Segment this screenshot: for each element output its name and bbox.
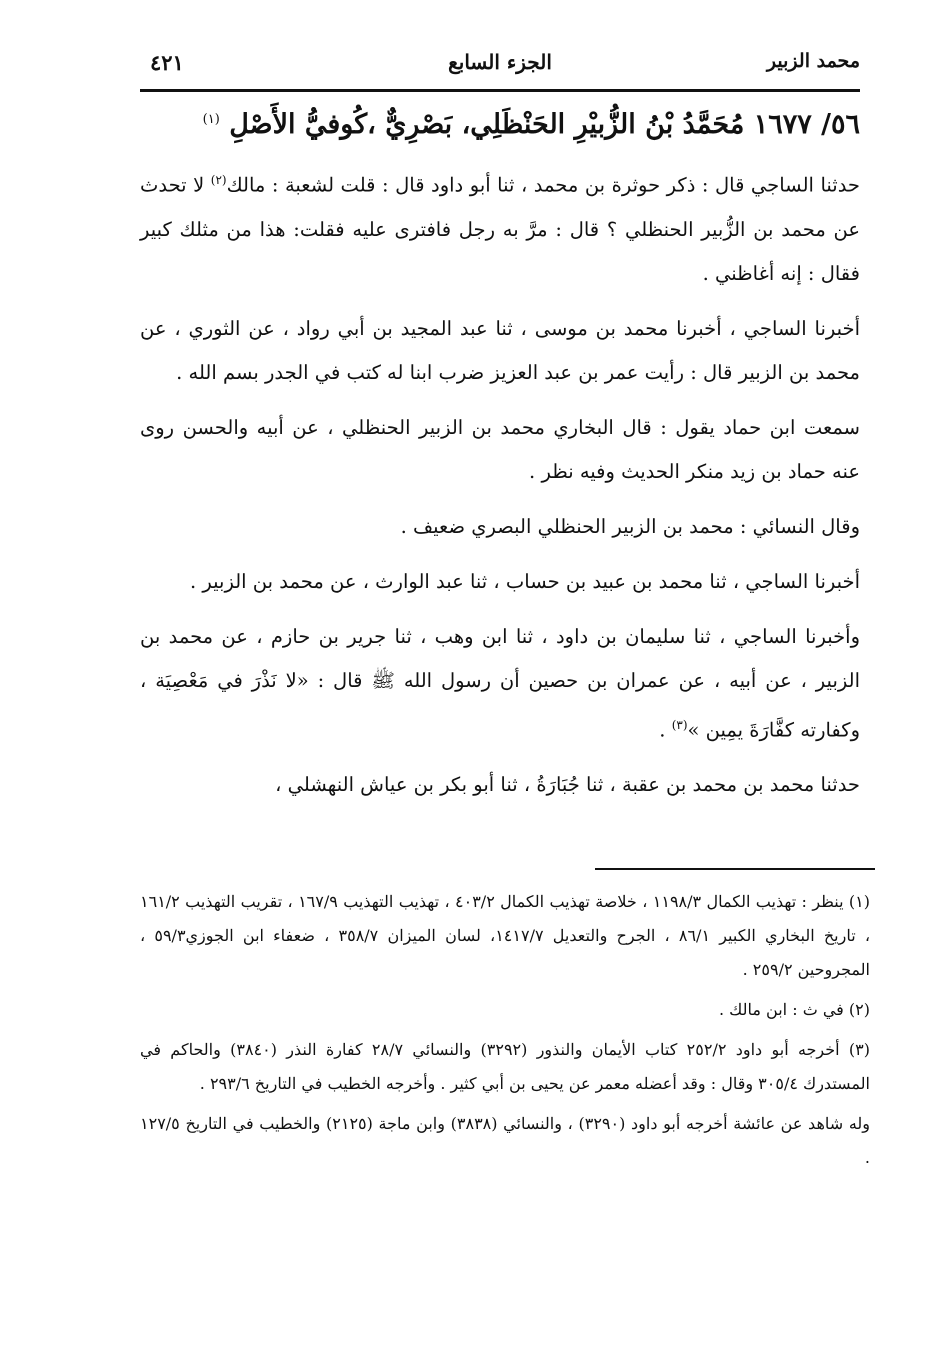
footnote-3-continued: وله شاهد عن عائشة أخرجه أبو داود (٣٢٩٠) ، والنسائي (٣٨٣٨) وابن ماجة (٢١٢٥) والخطيب في التاريخ ١٢٧/٥ . — [140, 1114, 871, 1167]
paragraph-2-text: أخبرنا الساجي ، أخبرنا محمد بن موسى ، ثنا عبد المجيد بن أبي رواد ، عن الثوري ، عن محمد بن الزبير قال : رأيت عمر بن عبد العزيز ضرب ابنا له كتب في الجدر بسم الله . — [140, 316, 860, 384]
paragraph-6-end: . — [659, 718, 672, 741]
header-rule — [140, 89, 860, 92]
entry-body — [140, 158, 860, 818]
paragraph-5-text: أخبرنا الساجي ، ثنا محمد بن عبيد بن حساب ، ثنا عبد الوارث ، عن محمد بن الزبير . — [190, 569, 860, 593]
entry-title-text: ٥٦/ ١٦٧٧ مُحَمَّدُ بْنُ الزُّبيْرِ الحَنْظَلِي، بَصْرِيٌّ ،كُوفيُّ الأَصْلِ — [229, 109, 860, 140]
footnote-ref-2: (٢) — [210, 173, 227, 187]
paragraph-1-text: حدثنا الساجي قال : ذكر حوثرة بن محمد ، ثنا أبو داود قال : قلت لشعبة : مالك — [226, 173, 860, 197]
footnotes — [140, 885, 870, 1181]
paragraph-5 — [140, 560, 860, 604]
footnote-ref-3: (٣) — [671, 717, 688, 732]
paragraph-4 — [140, 505, 860, 549]
running-header-volume: الجزء السابع — [448, 50, 552, 74]
page-number: ٤٢١ — [150, 50, 184, 75]
page-header — [140, 44, 860, 92]
entry-title — [140, 100, 860, 145]
paragraph-1-rest: لا تحدث عن محمد بن الزُّبير الحنظلي ؟ قال : مرَّ به رجل فافترى عليه فقلت: هذا من مثلك كبير فقال : إنه أغاظني . — [140, 173, 860, 285]
running-header-author: محمد الزبير — [766, 50, 860, 72]
paragraph-3 — [140, 406, 860, 494]
footnote-3: (٣) أخرجه أبو داود ٢٥٢/٢ كتاب الأيمان والنذور (٣٢٩٢) والنسائي ٢٨/٧ كفارة النذر (٣٨٤٠) والحاكم في المستدرك ٣٠٥/٤ وقال : وقد أعضله معمر عن يحيى بن أبي كثير . وأخرجه الخطيب في التاريخ ٢٩٣/٦ . — [140, 1040, 870, 1093]
paragraph-4-text: وقال النسائي : محمد بن الزبير الحنظلي البصري ضعيف . — [400, 514, 860, 538]
paragraph-6 — [140, 615, 860, 753]
paragraph-7 — [140, 763, 860, 807]
footnote-separator — [595, 868, 875, 870]
paragraph-1 — [140, 158, 860, 296]
paragraph-6-text: وأخبرنا الساجي ، ثنا سليمان بن داود ، ثنا ابن وهب ، ثنا جرير بن حازم ، عن محمد بن الزبير ، عن أبيه ، عن عمران بن حصين أن رسول الله ﷺ قال : «لا نَذْرَ في مَعْصِيَة ، وكفارته كفَّارَةَ يمِين » — [140, 624, 860, 741]
footnote-1: (١) ينظر : تهذيب الكمال ١١٩٨/٣ ، خلاصة تهذيب الكمال ٤٠٣/٢ ، تهذيب التهذيب ١٦٧/٩ ، تقريب التهذيب ١٦١/٢ ، تاريخ البخاري الكبير ٨٦/١ ، الجرح والتعديل ١٤١٧/٧، لسان الميزان ٣٥٨/٧ ، ضعفاء ابن الجوزي٥٩/٣ ، المجروحين ٢٥٩/٢ . — [140, 892, 871, 979]
footnote-2: (٢) في ث : ابن مالك . — [718, 1000, 870, 1019]
paragraph-3-text: سمعت ابن حماد يقول : قال البخاري محمد بن الزبير الحنظلي ، عن أبيه والحسن روى عنه حماد بن زيد منكر الحديث وفيه نظر . — [140, 415, 860, 483]
paragraph-2 — [140, 307, 860, 395]
paragraph-7-text: حدثنا محمد بن محمد بن عقبة ، ثنا جُبَارَةُ ، ثنا أبو بكر بن عياش النهشلي ، — [275, 773, 860, 796]
title-footnote-ref: (١) — [202, 112, 220, 127]
